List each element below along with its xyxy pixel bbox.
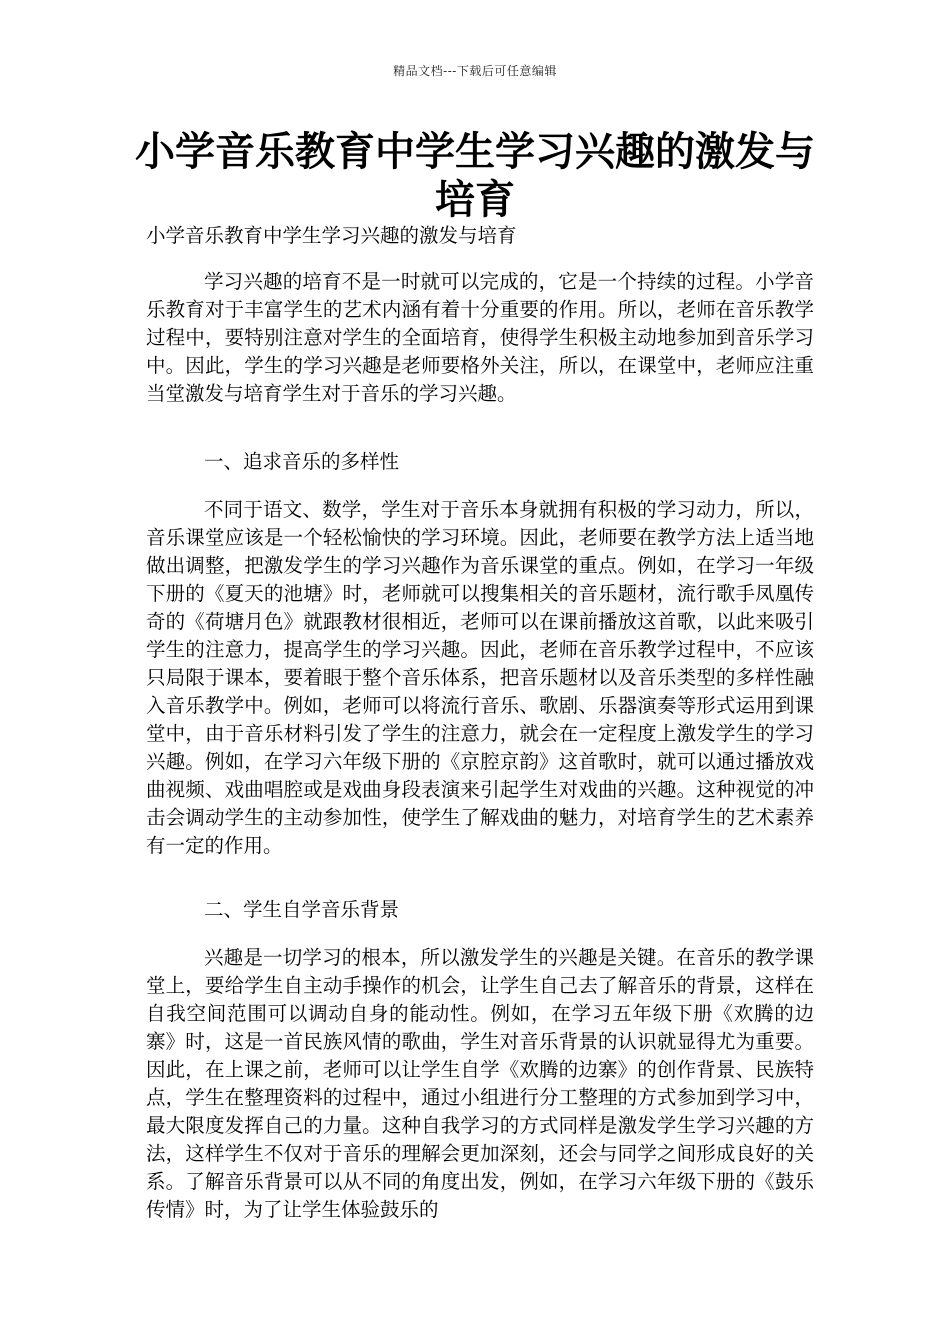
document-subtitle: 小学音乐教育中学生学习兴趣的激发与培育 xyxy=(146,224,517,247)
section-heading-1: 一、追求音乐的多样性 xyxy=(204,450,400,473)
document-title xyxy=(120,128,830,224)
page-header-note: 精品文档---下载后可任意编辑 xyxy=(393,64,557,78)
document-title-line-2: 培育 xyxy=(435,176,515,223)
paragraph-section-1: 不同于语文、数学，学生对于音乐本身就拥有积极的学习动力，所以，音乐课堂应该是一个轻松愉快的学习环境。因此，老师要在教学方法上适当地做出调整，把激发学生的学习兴趣作为音乐课堂的重点。例如，在学习一年级下册的《夏天的池塘》时，老师就可以搜集相关的音乐题材，流行歌手凤凰传奇的《荷塘月色》就跟教材很相近，老师可以在课前播放这首歌，以此来吸引学生的注意力，提高学生的学习兴趣。因此，老师在音乐教学过程中，不应该只局限于课本，要着眼于整个音乐体系，把音乐题材以及音乐类型的多样性融入音乐教学中。例如，老师可以将流行音乐、歌剧、乐器演奏等形式运用到课堂中，由于音乐材料引发了学生的注意力，就会在一定程度上激发学生的学习兴趣。例如，在学习六年级下册的《京腔京韵》这首歌时，就可以通过播放戏曲视频、戏曲唱腔或是戏曲身段表演来引起学生对戏曲的兴趣。这种视觉的冲击会调动学生的主动参加性，使学生了解戏曲的魅力，对培育学生的艺术素养有一定的作用。 xyxy=(146,498,814,857)
section-heading-2: 二、学生自学音乐背景 xyxy=(204,898,400,921)
paragraph-section-2: 兴趣是一切学习的根本，所以激发学生的兴趣是关键。在音乐的教学课堂上，要给学生自主动手操作的机会，让学生自己去了解音乐的背景，这样在自我空间范围可以调动自身的能动性。例如，在学习五年级下册《欢腾的边寨》时，这是一首民族风情的歌曲，学生对音乐背景的认识就显得尤为重要。因此，在上课之前，老师可以让学生自学《欢腾的边寨》的创作背景、民族特点，学生在整理资料的过程中，通过小组进行分工整理的方式参加到学习中，最大限度发挥自己的力量。这种自我学习的方式同样是激发学生学习兴趣的方法，这样学生不仅对于音乐的理解会更加深刻，还会与同学之间形成良好的关系。了解音乐背景可以从不同的角度出发，例如，在学习六年级下册的《鼓乐传情》时，为了让学生体验鼓乐的 xyxy=(146,946,814,1221)
paragraph-intro: 学习兴趣的培育不是一时就可以完成的，它是一个持续的过程。小学音乐教育对于丰富学生的艺术内涵有着十分重要的作用。所以，老师在音乐教学过程中，要特别注意对学生的全面培育，使得学生积极主动地参加到音乐学习中。因此，学生的学习兴趣是老师要格外关注，所以，在课堂中，老师应注重当堂激发与培育学生对于音乐的学习兴趣。 xyxy=(146,270,814,405)
document-title-line-1: 小学音乐教育中学生学习兴趣的激发与 xyxy=(135,128,815,175)
